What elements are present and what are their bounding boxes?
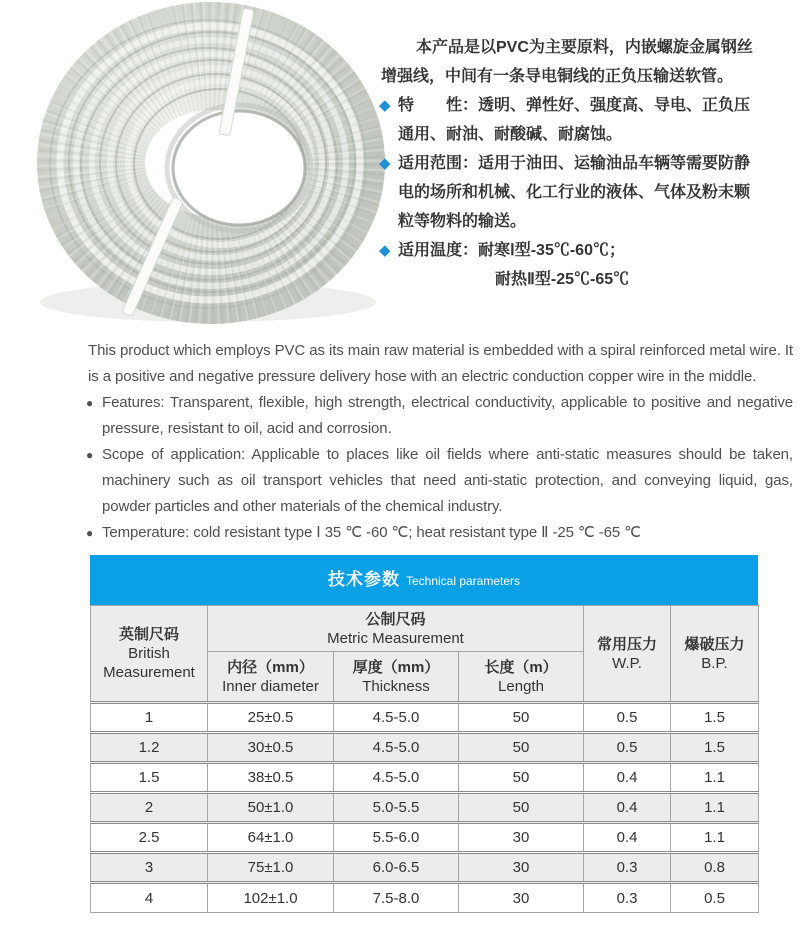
- temperature-item-cn: [381, 236, 797, 294]
- table-row: [91, 793, 759, 823]
- cell-bp: 1.1: [671, 823, 759, 853]
- scope-item-en: [88, 442, 793, 520]
- table-row: [91, 823, 759, 853]
- features-item-cn: [381, 91, 797, 149]
- cell-inner: 64±1.0: [208, 823, 334, 853]
- cell-british: 2: [91, 793, 208, 823]
- col-header-bp: 爆破压力 B.P.: [671, 606, 759, 703]
- table-row: [91, 733, 759, 763]
- temperature-cn-line2: 耐热Ⅱ型-25℃-65℃: [495, 271, 630, 288]
- col-header-inner-diameter: 内径（mm） Inner diameter: [208, 652, 334, 703]
- dot-bullet-icon: ●: [86, 396, 94, 410]
- features-item-en: [88, 390, 793, 442]
- temperature-item-en: [88, 520, 793, 546]
- diamond-bullet-icon: ◆: [379, 97, 391, 114]
- table-row: [91, 763, 759, 793]
- technical-parameters-section: [90, 555, 758, 913]
- intro-en: This product which employs PVC as its main raw material is embedded with a spiral reinforced metal wire. It is a positive and negative pressure delivery hose with an electric conduction copper wire in the middle.: [88, 342, 793, 385]
- cell-bp: 0.8: [671, 853, 759, 883]
- product-photo: [18, 0, 396, 332]
- features-cn-line1: 特 性：透明、弹性好、强度高、导电、正负压: [398, 97, 751, 114]
- scope-en: Scope of application: Applicable to places like oil fields where anti-static measures should be taken, machinery such as oil transport vehicles that need anti-static protection, and conveying liquid, gas, powder particles and other materials of the chemical industry.: [102, 446, 793, 515]
- cell-thickness: 4.5-5.0: [334, 703, 459, 733]
- cell-bp: 1.5: [671, 703, 759, 733]
- cell-length: 50: [459, 763, 584, 793]
- cell-length: 30: [459, 823, 584, 853]
- features-en: Features: Transparent, flexible, high strength, electrical conductivity, applicable to positive and negative pressure, resistant to oil, acid and corrosion.: [102, 394, 793, 437]
- cell-british: 1.5: [91, 763, 208, 793]
- cell-british: 4: [91, 883, 208, 913]
- table-title-cn: 技术参数: [327, 570, 400, 589]
- cell-inner: 30±0.5: [208, 733, 334, 763]
- diamond-bullet-icon: ◆: [379, 242, 391, 259]
- cell-inner: 25±0.5: [208, 703, 334, 733]
- cell-wp: 0.4: [584, 823, 671, 853]
- intro-cn-line1: 本产品是以PVC为主要原料，内嵌螺旋金属钢丝: [416, 39, 753, 56]
- cell-length: 50: [459, 703, 584, 733]
- cell-bp: 0.5: [671, 883, 759, 913]
- cell-length: 50: [459, 733, 584, 763]
- scope-cn-line2: 电的场所和机械、化工行业的液体、气体及粉末颗: [398, 184, 751, 201]
- cell-bp: 1.1: [671, 763, 759, 793]
- dot-bullet-icon: ●: [86, 448, 94, 462]
- diamond-bullet-icon: ◆: [379, 155, 391, 172]
- table-row: [91, 883, 759, 913]
- product-description-en: [88, 338, 793, 546]
- col-header-thickness: 厚度（mm） Thickness: [334, 652, 459, 703]
- cell-length: 30: [459, 853, 584, 883]
- cell-length: 30: [459, 883, 584, 913]
- table-title-bar: [90, 555, 758, 605]
- cell-inner: 102±1.0: [208, 883, 334, 913]
- header-row-top: [91, 606, 759, 652]
- cell-british: 1: [91, 703, 208, 733]
- cell-length: 50: [459, 793, 584, 823]
- temperature-en: Temperature: cold resistant type Ⅰ 35 ℃ -60 ℃; heat resistant type Ⅱ -25 ℃ -65 ℃: [102, 524, 641, 541]
- table-title-en: Technical parameters: [405, 574, 521, 588]
- table-row: [91, 853, 759, 883]
- cell-wp: 0.3: [584, 853, 671, 883]
- cell-wp: 0.4: [584, 793, 671, 823]
- col-header-british: 英制尺码 British Measurement: [91, 606, 208, 703]
- scope-item-cn: [381, 149, 797, 236]
- cell-thickness: 4.5-5.0: [334, 733, 459, 763]
- cell-thickness: 5.0-5.5: [334, 793, 459, 823]
- cell-bp: 1.5: [671, 733, 759, 763]
- cell-bp: 1.1: [671, 793, 759, 823]
- cell-thickness: 4.5-5.0: [334, 763, 459, 793]
- cell-wp: 0.5: [584, 703, 671, 733]
- intro-cn-line2: 增强线，中间有一条导电铜线的正负压输送软管。: [381, 68, 734, 85]
- col-header-metric: 公制尺码 Metric Measurement: [208, 606, 584, 652]
- cell-british: 3: [91, 853, 208, 883]
- col-header-wp: 常用压力 W.P.: [584, 606, 671, 703]
- cell-thickness: 6.0-6.5: [334, 853, 459, 883]
- dot-bullet-icon: ●: [86, 526, 94, 540]
- col-header-length: 长度（m） Length: [459, 652, 584, 703]
- cell-wp: 0.5: [584, 733, 671, 763]
- cell-thickness: 5.5-6.0: [334, 823, 459, 853]
- cell-wp: 0.3: [584, 883, 671, 913]
- cell-wp: 0.4: [584, 763, 671, 793]
- hose-coil-illustration: [18, 0, 396, 332]
- cell-inner: 50±1.0: [208, 793, 334, 823]
- cell-british: 2.5: [91, 823, 208, 853]
- cell-thickness: 7.5-8.0: [334, 883, 459, 913]
- cell-inner: 38±0.5: [208, 763, 334, 793]
- temperature-cn-line1: 适用温度：耐寒Ⅰ型-35℃-60℃；: [398, 242, 625, 259]
- table-row: [91, 703, 759, 733]
- technical-parameters-table: [90, 605, 759, 913]
- cell-british: 1.2: [91, 733, 208, 763]
- cell-inner: 75±1.0: [208, 853, 334, 883]
- product-description-cn: [381, 33, 797, 294]
- features-cn-line2: 通用、耐油、耐酸碱、耐腐蚀。: [398, 126, 623, 143]
- scope-cn-line1: 适用范围：适用于油田、运输油品车辆等需要防静: [398, 155, 751, 172]
- scope-cn-line3: 粒等物料的输送。: [398, 213, 527, 230]
